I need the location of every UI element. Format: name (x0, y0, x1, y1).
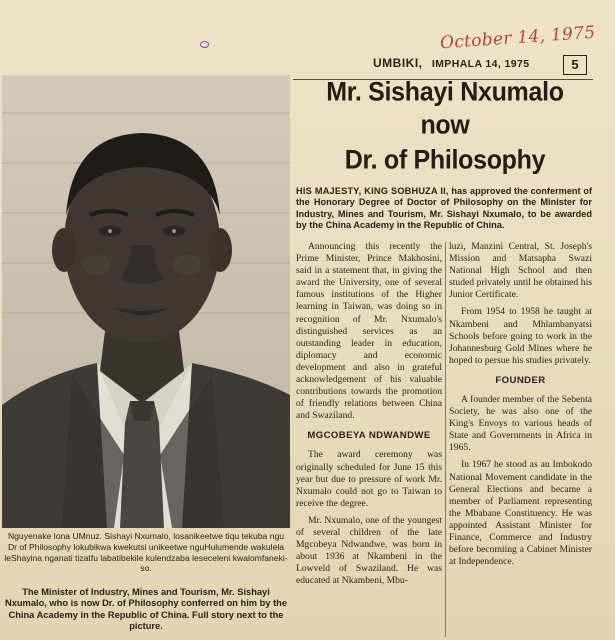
column-divider (445, 242, 446, 637)
paragraph: In 1967 he stood as an Imbokodo National Movement candidate in the General Elections and became a member of Parliament representing the Mbabane Constituency. He was appointed Assistant Minister for Finance, Commerce and Industry before becomiing a Cabinet Minister at Independence. (449, 459, 592, 568)
article-column-1 (296, 241, 442, 592)
photo-caption-english: The Minister of Industry, Mines and Tourism, Mr. Sishayi Nxumalo, who is now Dr. of Philosophy conferred on him by the China Academy in the Republic of China. Full story next to the picture. (4, 587, 288, 631)
masthead-date: IMPHALA 14, 1975 (431, 58, 530, 70)
photo-caption-siswati: Nguyenake lona UMnuz. Sishayi Nxumalo, losanikeetwe tiqu tekuba ngu Dr of Philosophy lokubikwa kwekutsi unikeetwe nguHulumende wakulela leShayina nganati tizatfu labatibekile kulendzaba leseceleni kwalomfaneki- so. (4, 531, 288, 574)
masthead (373, 56, 593, 76)
article-intro (296, 186, 592, 232)
paragraph: luzi, Manzini Central, St. Joseph's Mission and Matsapha Swazi National High School and then studed privately until he obtained his Junior Certificate. (449, 241, 592, 301)
intro-lead: HIS MAJESTY, KING SOBHUZA II, (296, 186, 449, 196)
handwritten-date: October 14, 1975 (439, 22, 597, 54)
subheading-founder: FOUNDER (495, 374, 546, 386)
masthead-paper-name: UMBIKI, (373, 56, 423, 70)
page-number: 5 (563, 55, 587, 75)
portrait-photo (2, 75, 290, 528)
paragraph: Mr. Nxumalo, one of the youngest of several children of the late Mgcobeya Ndwandwe, was born in about 1936 at Nkambeni in the Lowveld of Swaziland. He was educated at Nkambeni, Mbu- (296, 514, 442, 587)
paragraph: Announcing this recently the Prime Minister, Prince Makhosini, said in a statement that, in giving the award the University, one of several famous institutions of the Higher learning in Taiwan, was doing so in recognition of Mr. Nxumalo's distinguished services as an outstanding leader in education, diplomacy and economic development and also in grateful acknowledgement of his valuable contributions towards the promotion of friendly relations between China and Swaziland. (296, 241, 442, 422)
paragraph: The award ceremony was originally scheduled for June 15 this year but due to pressure of work Mr. Nxumalo could not go to Taiwan to receive the degree. (296, 449, 442, 509)
ink-mark (200, 41, 209, 48)
subheading-mgcobeya: MGCOBEYA NDWANDWE (307, 430, 431, 442)
paragraph: A founder member of the Sebenta Society, he was also one of the King's Envoys to various heads of State and Governments in Africa in 1965. (449, 393, 592, 454)
headline-line-1: Mr. Sishayi Nxumalo (326, 76, 564, 108)
portrait-illustration (2, 75, 290, 528)
headline-line-3: Dr. of Philosophy (344, 144, 546, 176)
headline-line-2: now (420, 109, 470, 141)
paragraph: From 1954 to 1958 he taught at Nkambeni and Mhlambanyatsi Schools before going to work in the Johannesburg Gold Mines where he hoped to persue his studies privately. (449, 306, 592, 366)
article-column-2 (449, 241, 592, 573)
intro-rest: has approved the conferment of the Honorary Degree of Doctor of Philosophy on the Minister for Industry, Mines and Tourism, Mr. Sishayi Nxumalo, to be awarded by the China Academy in the Republic of China. (296, 186, 593, 231)
